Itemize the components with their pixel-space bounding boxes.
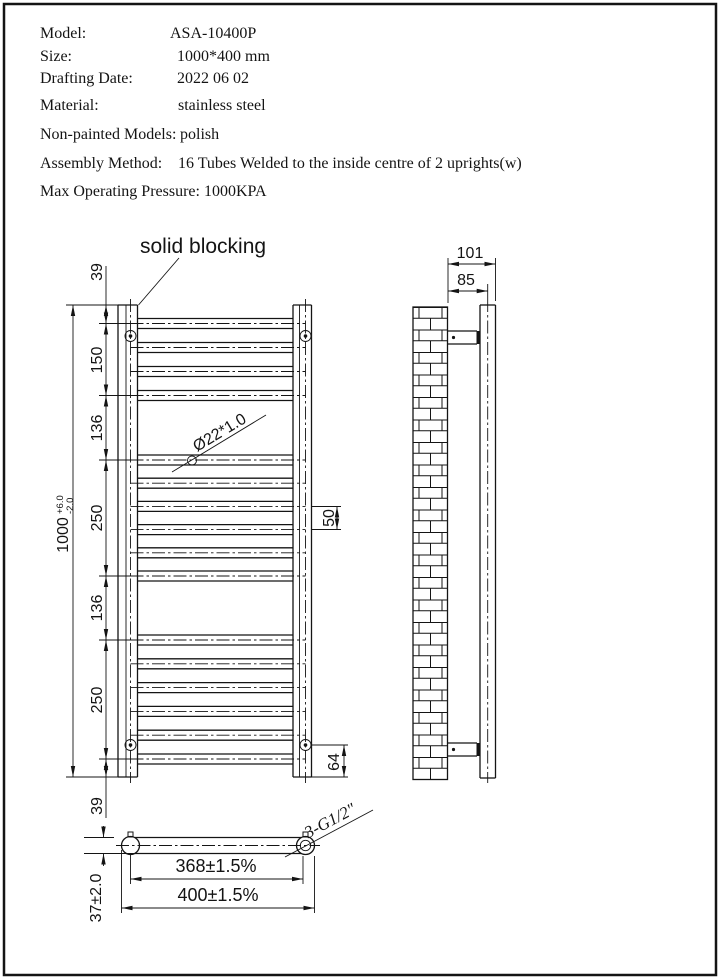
bottom-tube — [116, 838, 320, 854]
solid-blocking-label: solid blocking — [140, 235, 267, 258]
spec-value: ASA-10400P — [170, 25, 257, 42]
wall-bracket-top — [448, 331, 480, 344]
right-upright — [293, 299, 312, 783]
tube-pitch-dimension — [312, 507, 342, 530]
tube-spec-callout — [172, 411, 266, 472]
spec-label: Material: — [40, 97, 99, 114]
spec-value: stainless steel — [178, 97, 266, 114]
wall-bracket-bottom — [448, 743, 480, 756]
spec-value: 1000*400 mm — [177, 48, 270, 65]
fitting-label: 3-G1/2" — [301, 799, 359, 842]
side-view — [413, 245, 496, 783]
front-view — [55, 235, 348, 818]
spec-label: Max Operating Pressure: — [40, 183, 200, 200]
upright-centers-dimension — [131, 855, 304, 884]
dim-400: 400±1.5% — [177, 885, 259, 905]
cross-tubes — [131, 319, 306, 765]
spec-value: 1000KPA — [204, 183, 267, 200]
dim-250-lower: 250 — [89, 686, 106, 714]
dim-136-lower: 136 — [89, 594, 106, 622]
spec-label: Assembly Method: — [40, 155, 163, 172]
dim-85: 85 — [457, 272, 475, 289]
upright-side — [480, 299, 496, 783]
bracket-offset-dimension — [297, 745, 348, 777]
dim-50: 50 — [321, 509, 338, 527]
dim-37: 37±2.0 — [88, 873, 105, 923]
leader-line — [139, 258, 180, 305]
dim-39-top: 39 — [89, 263, 106, 281]
dim-250-upper: 250 — [89, 504, 106, 532]
dim-height-tol-upper: +6.0 — [55, 495, 66, 514]
spec-label: Non-painted Models: — [40, 126, 177, 143]
dim-368: 368±1.5% — [175, 856, 257, 876]
spec-value: 16 Tubes Welded to the inside centre of 2 uprights(w) — [178, 155, 522, 172]
spec-value: 2022 06 02 — [177, 70, 249, 87]
sheet-border — [4, 4, 716, 975]
solid-blocking-callout — [139, 235, 267, 305]
dim-height-tol-lower: -2.0 — [65, 497, 76, 514]
spec-label: Model: — [40, 25, 87, 42]
spec-label: Drafting Date: — [40, 70, 133, 87]
dim-64: 64 — [326, 753, 343, 771]
spec-value: polish — [180, 126, 220, 143]
dim-136-upper: 136 — [89, 414, 106, 442]
dim-150: 150 — [89, 346, 106, 374]
tube-spec-label: Ø22*1.0 — [190, 410, 250, 456]
bottom-view — [84, 799, 373, 923]
dim-101: 101 — [456, 245, 484, 262]
depth-to-center-dimension — [448, 272, 488, 299]
dim-height: 1000 — [55, 517, 72, 553]
dim-39-bottom: 39 — [89, 797, 106, 815]
fitting-callout — [285, 799, 373, 857]
front-left-dimensions — [66, 263, 140, 818]
overall-height-dimension — [55, 305, 76, 777]
spec-table — [40, 25, 522, 200]
spec-label: Size: — [40, 48, 72, 65]
wall-section — [413, 307, 448, 780]
